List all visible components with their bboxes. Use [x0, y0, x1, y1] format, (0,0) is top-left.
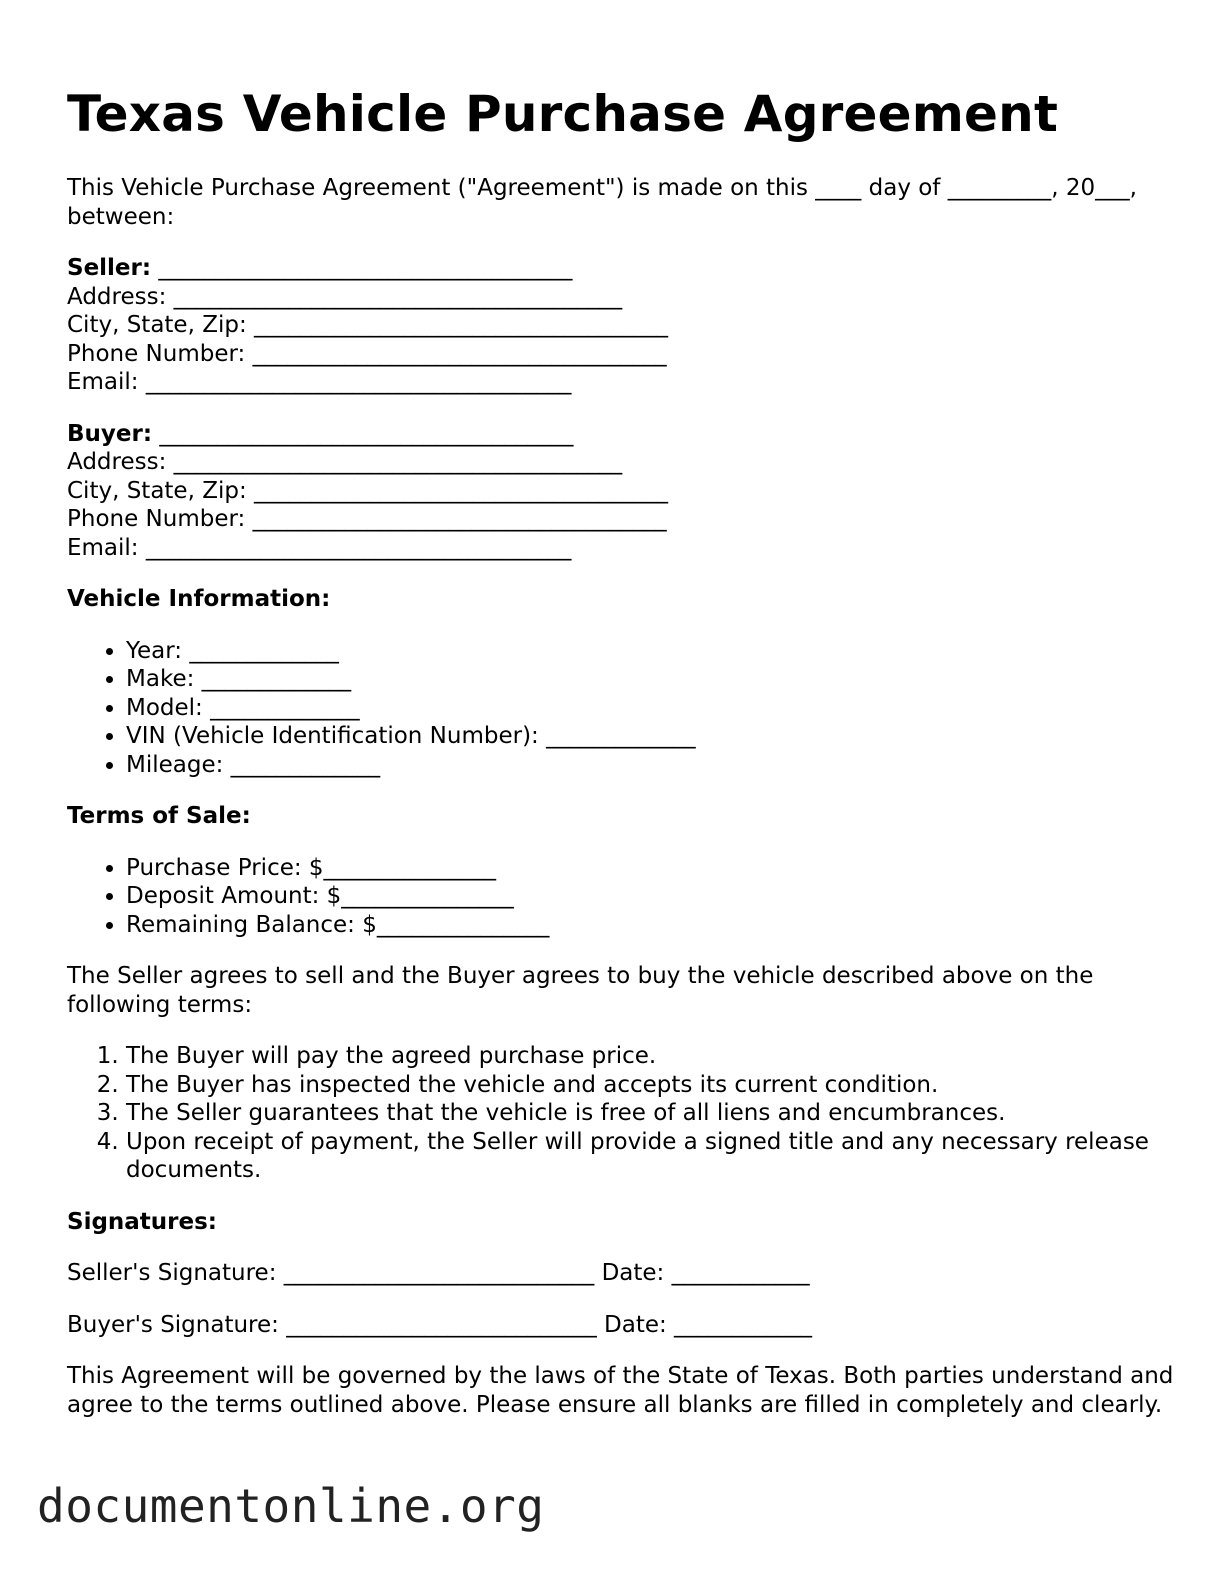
- seller-city-line: City, State, Zip: ____________________________________: [67, 312, 669, 338]
- document-title: Texas Vehicle Purchase Agreement: [67, 85, 1059, 143]
- terms-heading: Terms of Sale:: [67, 803, 251, 829]
- seller-name-line: [67, 254, 1177, 283]
- buyer-name-blank: ____________________________________: [152, 420, 574, 447]
- buyer-signature-text: Buyer's Signature: ___________________________ Date: ____________: [67, 1311, 813, 1338]
- list-item: • Remaining Balance: $_______________: [126, 911, 1177, 940]
- buyer-label: Buyer:: [67, 420, 153, 447]
- seller-signature-text: Seller's Signature: ___________________________ Date: ____________: [67, 1260, 810, 1286]
- list-item: 2. The Buyer has inspected the vehicle and accepts its current condition.: [126, 1071, 1177, 1100]
- list-item: • Mileage: _____________: [126, 751, 1177, 780]
- buyer-city-line: City, State, Zip: ____________________________________: [67, 477, 669, 504]
- conditions-list: [67, 1042, 1177, 1185]
- buyer-email-line: Email: _____________________________________: [67, 534, 572, 561]
- site-watermark: documentonline.org: [37, 1479, 545, 1533]
- agreement-paragraph: The Seller agrees to sell and the Buyer agrees to buy the vehicle described above on the following terms:: [67, 963, 1094, 1018]
- list-item: • Purchase Price: $_______________: [126, 854, 1177, 883]
- list-item: • Model: _____________: [126, 694, 1177, 723]
- seller-address-line: Address: _______________________________________: [67, 283, 623, 310]
- vehicle-info-heading: Vehicle Information:: [67, 586, 331, 612]
- seller-name-blank: ____________________________________: [151, 255, 573, 281]
- buyer-signature-line: [67, 1311, 1177, 1340]
- closing-paragraph: This Agreement will be governed by the laws of the State of Texas. Both parties understand and agree to the terms outlined above. Please ensure all blanks are filled in completely and clearly.: [67, 1363, 1174, 1418]
- seller-section: [67, 254, 1177, 397]
- list-item: • Deposit Amount: $_______________: [126, 882, 1177, 911]
- seller-signature-line: [67, 1259, 1177, 1288]
- list-item: 3. The Seller guarantees that the vehicle is free of all liens and encumbrances.: [126, 1099, 1177, 1128]
- buyer-name-line: [67, 420, 1177, 449]
- vehicle-info-list: [67, 637, 1177, 780]
- buyer-phone-line: Phone Number: ____________________________________: [67, 506, 667, 532]
- list-item: • VIN (Vehicle Identification Number): _____________: [126, 722, 1177, 751]
- document-page: [67, 84, 1177, 1419]
- list-item: • Year: _____________: [126, 637, 1177, 666]
- buyer-address-line: Address: _______________________________________: [67, 449, 623, 475]
- intro-paragraph: This Vehicle Purchase Agreement ("Agreement") is made on this ____ day of _________, 20___, between:: [67, 175, 1137, 230]
- signatures-heading: Signatures:: [67, 1208, 218, 1235]
- list-item: • Make: _____________: [126, 665, 1177, 694]
- buyer-section: [67, 420, 1177, 563]
- terms-list: [67, 854, 1177, 940]
- seller-label: Seller:: [67, 255, 152, 281]
- list-item: 1. The Buyer will pay the agreed purchase price.: [126, 1042, 1177, 1071]
- seller-email-line: Email: _____________________________________: [67, 369, 572, 395]
- seller-phone-line: Phone Number: ____________________________________: [67, 340, 667, 367]
- list-item: 4. Upon receipt of payment, the Seller will provide a signed title and any necessary release documents.: [126, 1128, 1177, 1185]
